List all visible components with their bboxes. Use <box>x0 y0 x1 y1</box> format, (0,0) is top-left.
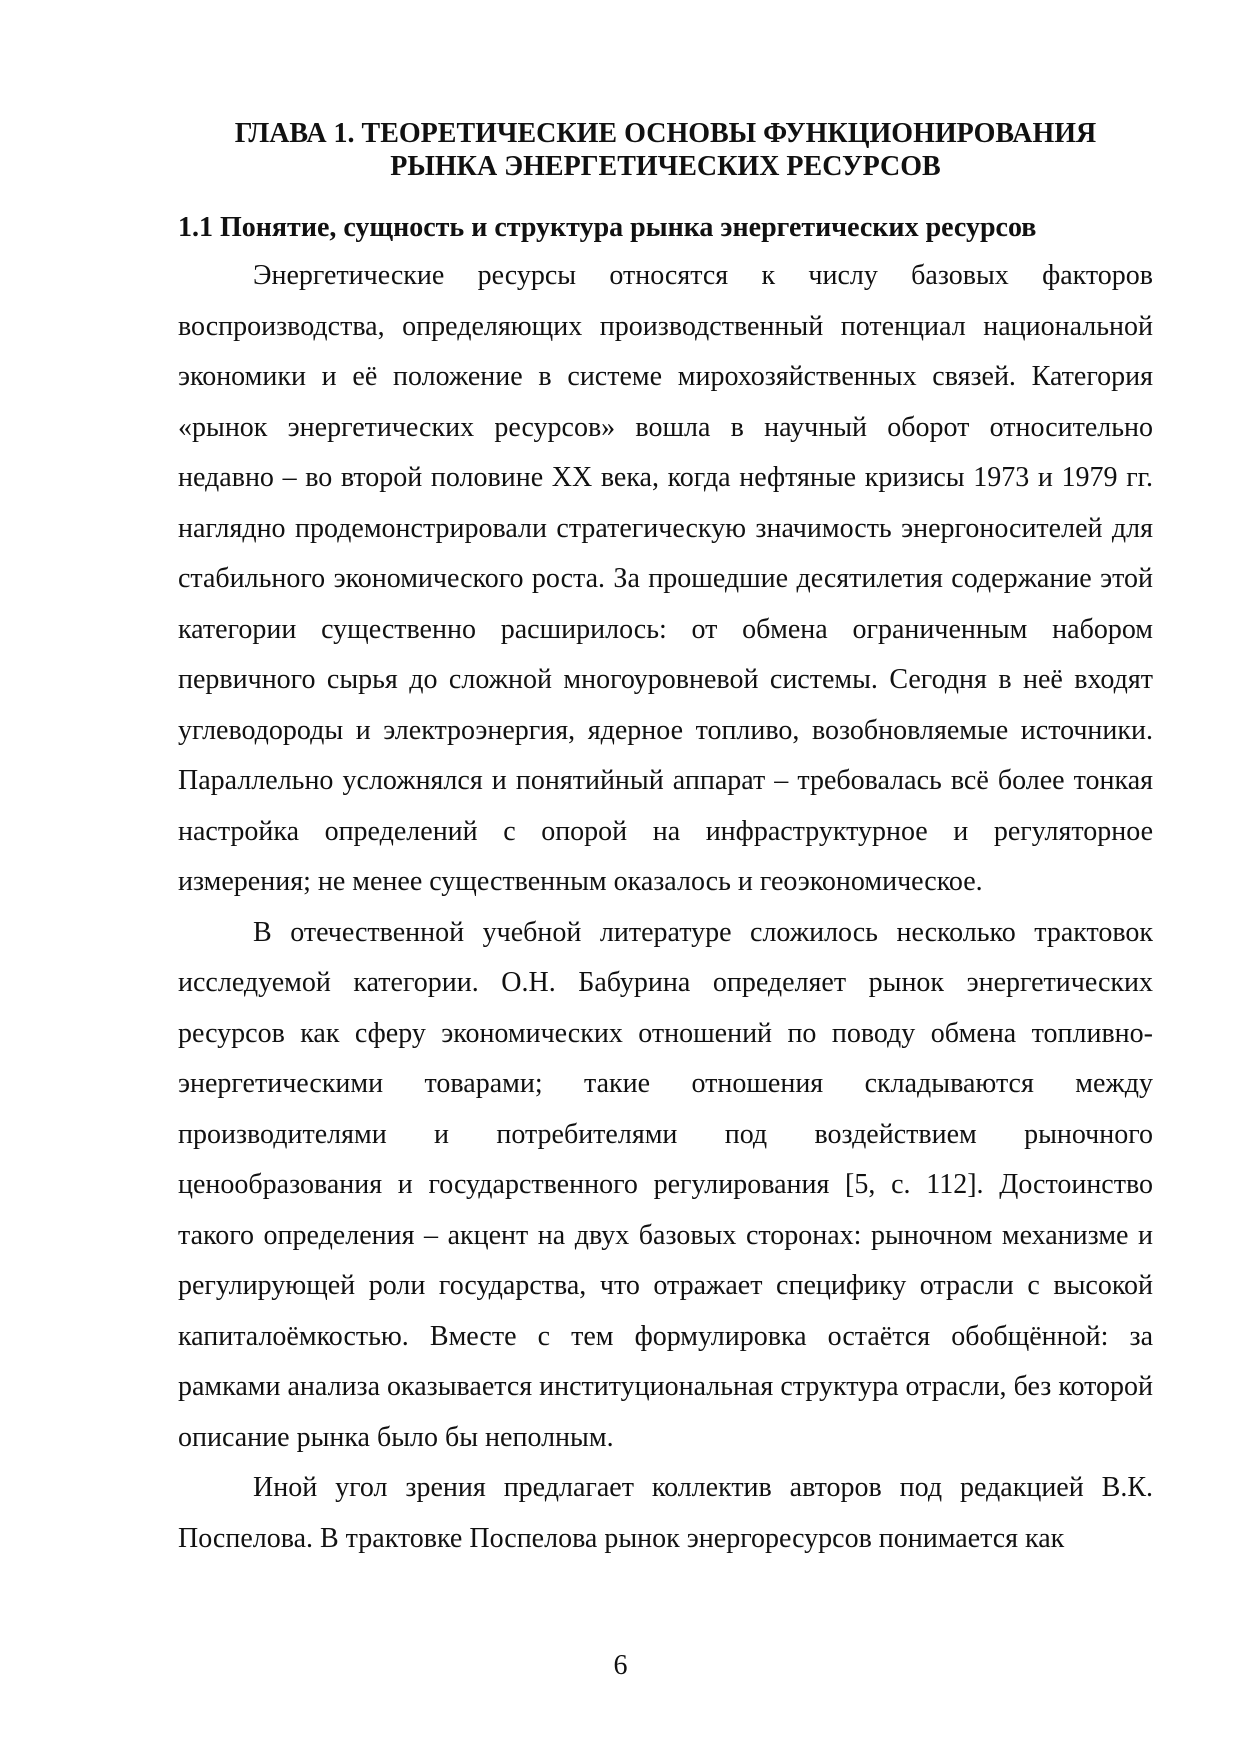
paragraph-3: Иной угол зрения предлагает коллектив авторов под редакцией В.К. Поспелова. В трактовке Поспелова рынок энергоресурсов понимается как <box>178 1472 1153 1554</box>
chapter-title-line-2: РЫНКА ЭНЕРГЕТИЧЕСКИХ РЕСУРСОВ <box>390 151 941 182</box>
chapter-title-line-1: ГЛАВА 1. ТЕОРЕТИЧЕСКИЕ ОСНОВЫ ФУНКЦИОНИРОВАНИЯ <box>234 118 1097 149</box>
chapter-title <box>178 117 1153 183</box>
page-number: 6 <box>613 1650 628 1681</box>
paragraph-1: Энергетические ресурсы относятся к числу базовых факторов воспроизводства, определяющих производственный потенциал национальной экономики и её положение в системе мирохозяйственных связей. Категория «рынок энергетических ресурсов» вошла в научный оборот относительно недавно – во второй половине XX века, когда нефтяные кризисы 1973 и 1979 гг. наглядно продемонстрировали стратегическую значимость энергоносителей для стабильного экономического роста. За прошедшие десятилетия содержание этой категории существенно расширилось: от обмена ограниченным набором первичного сырья до сложной многоуровневой системы. Сегодня в неё входят углеводороды и электроэнергия, ядерное топливо, возобновляемые источники. Параллельно усложнялся и понятийный аппарат – требовалась всё более тонкая настройка определений с опорой на инфраструктурное и регуляторное измерения; не менее существенным оказалось и геоэкономическое. <box>178 260 1153 897</box>
paragraph-2: В отечественной учебной литературе сложилось несколько трактовок исследуемой категории. О.Н. Бабурина определяет рынок энергетических ресурсов как сферу экономических отношений по поводу обмена топливно-энергетическими товарами; такие отношения складываются между производителями и потребителями под воздействием рыночного ценообразования и государственного регулирования [5, с. 112]. Достоинство такого определения – акцент на двух базовых сторонах: рыночном механизме и регулирующей роли государства, что отражает специфику отрасли с высокой капиталоёмкостью. Вместе с тем формулировка остаётся обобщённой: за рамками анализа оказывается институциональная структура отрасли, без которой описание рынка было бы неполным. <box>178 916 1153 1453</box>
body-text <box>178 251 1153 1564</box>
section-heading: 1.1 Понятие, сущность и структура рынка энергетических ресурсов <box>178 212 1037 243</box>
